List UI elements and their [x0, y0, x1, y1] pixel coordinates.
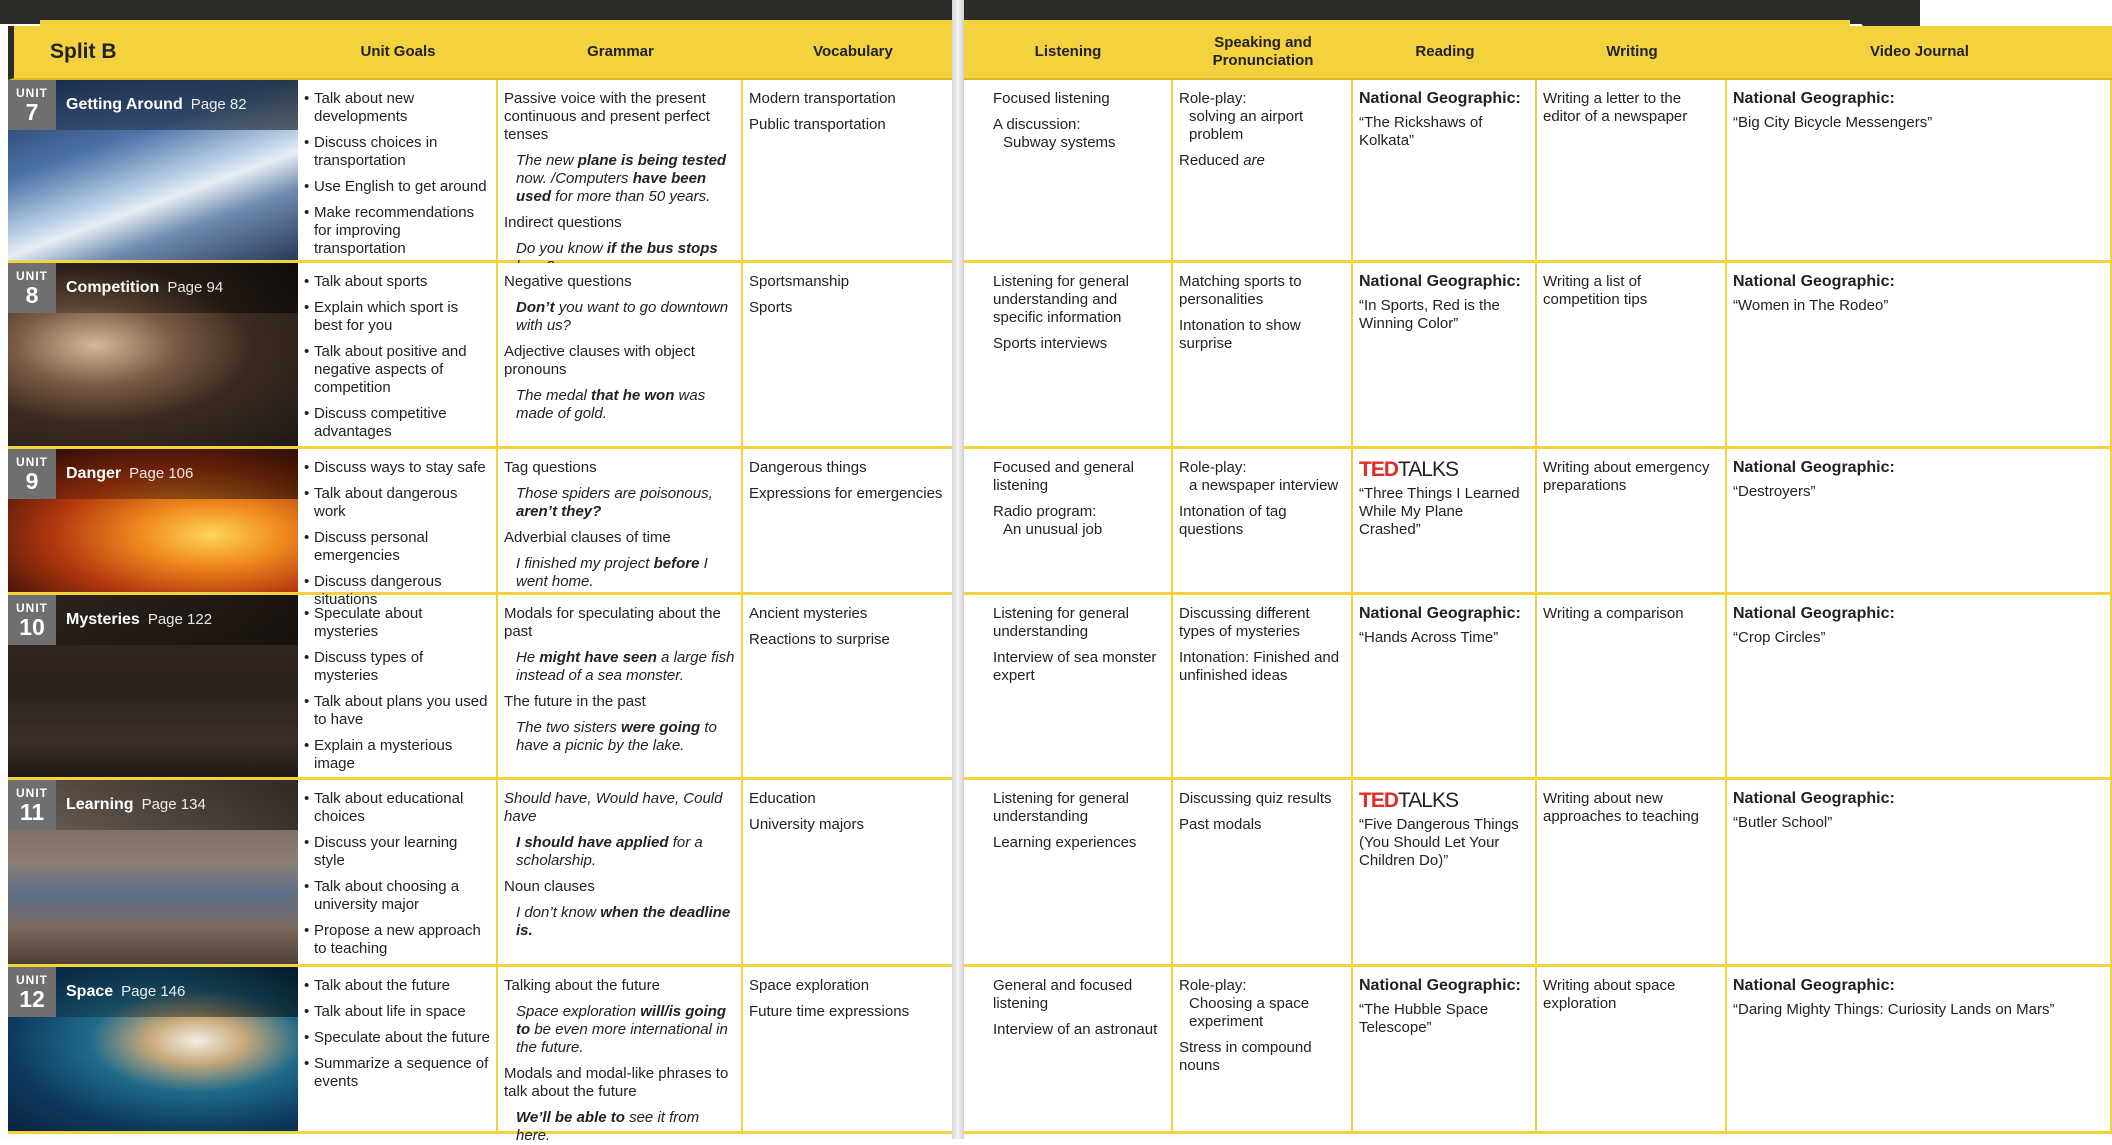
goal-item: • Discuss types of mysteries — [304, 649, 490, 685]
vocabulary-cell — [743, 967, 963, 1134]
example-emphasis: that he won — [591, 387, 675, 404]
video-source: National Geographic: — [1733, 977, 1895, 994]
goal-item: • Talk about plans you used to have — [304, 693, 490, 729]
speaking-item — [1179, 108, 1345, 144]
reading-title: “The Hubble Space Telescope” — [1359, 1001, 1489, 1036]
unit-number-badge — [8, 967, 56, 1017]
example-text: I finished my project — [516, 555, 654, 572]
video-journal-cell — [1727, 967, 2112, 1134]
unit-goals-cell — [298, 967, 498, 1134]
unit-number: 12 — [19, 985, 45, 1012]
vocabulary-item: University majors — [749, 816, 865, 833]
unit-10-banner[interactable] — [8, 595, 298, 780]
goal-item: • Use English to get around — [304, 178, 490, 196]
col-listening: Listening — [963, 26, 1173, 80]
example-text: a large fish instead of a sea monster. — [516, 649, 735, 684]
unit-title: Danger — [66, 465, 122, 482]
listening-item: Interview of sea monster expert — [993, 649, 1157, 684]
vocabulary-cell — [743, 449, 963, 595]
grammar-cell — [498, 263, 743, 449]
goal-item: • Discuss personal emergencies — [304, 529, 490, 565]
ted-talks-logo — [1359, 790, 1529, 812]
grammar-point: Should have, Would have, Could have — [504, 790, 723, 825]
col-reading: Reading — [1353, 26, 1537, 80]
vocabulary-cell — [743, 80, 963, 263]
listening-item: Focused and general listening — [993, 459, 1134, 494]
reading-source: National Geographic: — [1359, 90, 1521, 107]
speaking-item — [1179, 1039, 1345, 1075]
example-text: I don’t know — [516, 904, 601, 921]
goal-item: • Make recommendations for improving transportation — [304, 204, 490, 258]
talks-wordmark: TALKS — [1398, 458, 1458, 481]
speaking-text: Matching sports to personalities — [1179, 273, 1302, 308]
goal-item: • Explain which sport is best for you — [304, 299, 490, 335]
writing-task: Writing about new approaches to teaching — [1543, 790, 1699, 825]
speaking-item — [1179, 605, 1345, 641]
goal-item: • Talk about new developments — [304, 90, 490, 126]
grammar-point: Adverbial clauses of time — [504, 529, 671, 546]
speaking-text: Past modals — [1179, 816, 1262, 833]
listening-item: Listening for general understanding and specific information — [993, 273, 1129, 326]
unit-page-ref: Page 106 — [129, 465, 194, 482]
vocabulary-cell — [743, 780, 963, 967]
speaking-text: solving an airport problem — [1189, 108, 1304, 143]
reading-cell — [1353, 449, 1537, 595]
speaking-text: Discussing quiz results — [1179, 790, 1332, 807]
goals-list — [304, 605, 490, 773]
goals-list — [304, 459, 490, 609]
writing-task: Writing a list of competition tips — [1543, 273, 1648, 308]
writing-task: Writing a comparison — [1543, 605, 1684, 622]
example-text: Space exploration — [516, 1003, 641, 1020]
video-title: “Women in The Rodeo” — [1733, 297, 1889, 314]
speaking-item — [1179, 90, 1345, 108]
reading-title: “The Rickshaws of Kolkata” — [1359, 114, 1483, 149]
video-journal-cell — [1727, 263, 2112, 449]
video-source: National Geographic: — [1733, 605, 1895, 622]
example-emphasis: plane is being tested — [577, 152, 727, 169]
unit-page-ref: Page 94 — [167, 279, 224, 296]
grammar-cell — [498, 80, 743, 263]
grammar-example — [504, 904, 735, 940]
speaking-text: Role-play: — [1179, 977, 1247, 994]
example-emphasis: before — [653, 555, 700, 572]
unit-word: UNIT — [16, 785, 48, 800]
goal-item: • Talk about choosing a university major — [304, 878, 490, 914]
listening-item: Listening for general understanding — [993, 605, 1129, 640]
vocabulary-item: Education — [749, 790, 816, 807]
example-text: Do you know — [516, 240, 607, 257]
video-source: National Geographic: — [1733, 790, 1895, 807]
grammar-example — [504, 1109, 735, 1145]
unit-7-banner[interactable] — [8, 80, 298, 263]
listening-item: Learning experiences — [993, 834, 1137, 851]
goals-list — [304, 790, 490, 958]
writing-task: Writing about emergency preparations — [1543, 459, 1710, 494]
listening-cell — [963, 449, 1173, 595]
unit-number-badge — [8, 263, 56, 313]
writing-cell — [1537, 595, 1727, 780]
example-emphasis: aren’t they? — [516, 503, 602, 520]
goals-list — [304, 90, 490, 258]
example-emphasis: I should have applied — [516, 834, 669, 851]
grammar-cell — [498, 449, 743, 595]
speaking-cell — [1173, 263, 1353, 449]
writing-task: Writing about space exploration — [1543, 977, 1676, 1012]
vocabulary-item: Ancient mysteries — [749, 605, 868, 622]
example-emphasis: if the bus stops — [606, 240, 718, 257]
goal-item: • Propose a new approach to teaching — [304, 922, 490, 958]
unit-title-bar — [8, 80, 298, 130]
reading-cell — [1353, 780, 1537, 967]
goal-item: • Discuss competitive advantages — [304, 405, 490, 441]
col-video-journal: Video Journal — [1727, 26, 2112, 80]
example-emphasis: We’ll be able to — [516, 1109, 625, 1126]
reading-cell — [1353, 80, 1537, 263]
speaking-item — [1179, 816, 1345, 834]
example-text: The two sisters — [516, 719, 622, 736]
unit-goals-cell — [298, 449, 498, 608]
vocabulary-item: Public transportation — [749, 116, 886, 133]
listening-cell — [963, 263, 1173, 449]
grammar-cell — [498, 780, 743, 967]
reading-source: National Geographic: — [1359, 605, 1521, 622]
writing-cell — [1537, 967, 1727, 1134]
vocabulary-item: Dangerous things — [749, 459, 867, 476]
writing-task: Writing a letter to the editor of a newspaper — [1543, 90, 1688, 125]
grammar-point: Modals and modal-like phrases to talk about the future — [504, 1065, 729, 1100]
example-emphasis: were going — [621, 719, 701, 736]
unit-title: Space — [66, 983, 114, 1000]
grammar-example — [504, 299, 735, 335]
example-emphasis: might have seen — [539, 649, 657, 666]
unit-word: UNIT — [16, 600, 48, 615]
unit-goals-cell — [298, 780, 498, 967]
speaking-italic: are — [1243, 152, 1265, 169]
goal-item: • Talk about life in space — [304, 1003, 490, 1021]
listening-item: Sports interviews — [993, 335, 1108, 352]
goal-item: • Talk about dangerous work — [304, 485, 490, 521]
listening-cell — [963, 780, 1173, 967]
col-speaking: Speaking and Pronunciation — [1173, 26, 1353, 80]
unit-number-badge — [8, 595, 56, 645]
speaking-cell — [1173, 595, 1353, 780]
speaking-text: Reduced — [1179, 152, 1244, 169]
example-text: The medal — [516, 387, 592, 404]
unit-title: Mysteries — [66, 611, 140, 628]
unit-number: 11 — [19, 798, 45, 825]
grammar-example — [504, 834, 735, 870]
unit-title-bar — [8, 780, 298, 830]
example-text: I went home. — [516, 555, 708, 590]
example-text: He — [516, 649, 540, 666]
goal-item: • Discuss ways to stay safe — [304, 459, 490, 477]
listening-item: A discussion: — [993, 116, 1081, 133]
speaking-item — [1179, 477, 1345, 495]
reading-source: National Geographic: — [1359, 977, 1521, 994]
goal-item: • Talk about educational choices — [304, 790, 490, 826]
reading-title: “Hands Across Time” — [1359, 629, 1499, 646]
writing-cell — [1537, 263, 1727, 449]
unit-number: 8 — [25, 281, 39, 308]
goal-item: • Speculate about the future — [304, 1029, 490, 1047]
speaking-item — [1179, 649, 1345, 685]
goal-item: • Explain a mysterious image — [304, 737, 490, 773]
listening-item: Focused listening — [993, 90, 1110, 107]
vocabulary-item: Sports — [749, 299, 793, 316]
grammar-point: Negative questions — [504, 273, 632, 290]
unit-number-badge — [8, 780, 56, 830]
unit-page-ref: Page 82 — [190, 96, 247, 113]
reading-title: “Three Things I Learned While My Plane Crashed” — [1359, 485, 1520, 538]
listening-item: General and focused listening — [993, 977, 1133, 1012]
unit-9-banner[interactable] — [8, 449, 298, 595]
example-text: see it from here. — [516, 1109, 700, 1144]
reading-cell — [1353, 595, 1537, 780]
video-title: “Destroyers” — [1733, 483, 1816, 500]
ted-talks-logo — [1359, 459, 1529, 481]
listening-item: Subway systems — [1003, 134, 1116, 151]
grammar-point: Adjective clauses with object pronouns — [504, 343, 695, 378]
grammar-point: The future in the past — [504, 693, 646, 710]
grammar-point: Indirect questions — [504, 214, 622, 231]
reading-title: “Five Dangerous Things (You Should Let Your Children Do)” — [1359, 816, 1519, 869]
example-emphasis: will/is going to — [516, 1003, 727, 1038]
ted-wordmark: TED — [1359, 458, 1398, 481]
video-title: “Big City Bicycle Messengers” — [1733, 114, 1933, 131]
speaking-cell — [1173, 449, 1353, 595]
unit-number: 9 — [25, 467, 39, 494]
speaking-item — [1179, 995, 1345, 1031]
vocabulary-item: Future time expressions — [749, 1003, 910, 1020]
example-emphasis: have been used — [516, 170, 707, 205]
col-vocabulary: Vocabulary — [743, 26, 963, 80]
vocabulary-cell — [743, 595, 963, 780]
speaking-text: Discussing different types of mysteries — [1179, 605, 1310, 640]
grammar-point: Tag questions — [504, 459, 597, 476]
grammar-example — [504, 649, 735, 685]
grammar-example — [504, 152, 735, 206]
speaking-cell — [1173, 80, 1353, 263]
video-journal-cell — [1727, 80, 2112, 263]
video-title: “Daring Mighty Things: Curiosity Lands on Mars” — [1733, 1001, 2055, 1018]
video-title: “Butler School” — [1733, 814, 1833, 831]
speaking-item — [1179, 790, 1345, 808]
goal-item: • Speculate about mysteries — [304, 605, 490, 641]
video-source: National Geographic: — [1733, 459, 1895, 476]
example-text: you want to go downtown with us? — [516, 299, 729, 334]
speaking-text: Choosing a space experiment — [1189, 995, 1310, 1030]
unit-goals-cell — [298, 595, 498, 780]
unit-title-bar — [8, 595, 298, 645]
goals-list — [304, 977, 490, 1091]
unit-number-badge — [8, 449, 56, 499]
unit-goals-cell — [298, 263, 498, 449]
col-unit-goals: Unit Goals — [298, 26, 498, 80]
listening-item: An unusual job — [1003, 521, 1103, 538]
unit-number: 10 — [19, 613, 45, 640]
unit-word: UNIT — [16, 454, 48, 469]
example-text: be even more international in the future. — [516, 1021, 728, 1056]
unit-11-banner[interactable] — [8, 780, 298, 967]
unit-word: UNIT — [16, 268, 48, 283]
talks-wordmark: TALKS — [1398, 789, 1458, 812]
unit-title-bar — [8, 967, 298, 1017]
unit-number: 7 — [25, 98, 39, 125]
unit-page-ref: Page 122 — [147, 611, 213, 628]
col-writing: Writing — [1537, 26, 1727, 80]
speaking-text: Role-play: — [1179, 90, 1247, 107]
video-title: “Crop Circles” — [1733, 629, 1826, 646]
reading-cell — [1353, 967, 1537, 1134]
book-spine — [952, 0, 964, 1139]
unit-page-ref: Page 134 — [141, 796, 206, 813]
split-heading: Split B — [8, 26, 298, 80]
example-text: to have a picnic by the lake. — [516, 719, 717, 754]
speaking-text: Intonation of tag questions — [1179, 503, 1287, 538]
writing-cell — [1537, 780, 1727, 967]
speaking-item — [1179, 273, 1345, 309]
unit-number-badge — [8, 80, 56, 130]
listening-cell — [963, 80, 1173, 263]
vocabulary-item: Sportsmanship — [749, 273, 850, 290]
speaking-text: Intonation: Finished and unfinished ideas — [1179, 649, 1340, 684]
grammar-example — [504, 555, 735, 591]
grammar-point: Talking about the future — [504, 977, 660, 994]
example-text: now. /Computers — [516, 170, 633, 187]
goals-list — [304, 273, 490, 441]
col-grammar: Grammar — [498, 26, 743, 80]
vocabulary-cell — [743, 263, 963, 449]
listening-cell — [963, 967, 1173, 1134]
unit-word: UNIT — [16, 85, 48, 100]
speaking-item — [1179, 503, 1345, 539]
goal-item: • Talk about sports — [304, 273, 490, 291]
reading-title: “In Sports, Red is the Winning Color” — [1359, 297, 1500, 332]
grammar-point: Passive voice with the present continuous and present perfect tenses — [504, 90, 710, 143]
goal-item: • Discuss choices in transportation — [304, 134, 490, 170]
unit-12-banner[interactable] — [8, 967, 298, 1134]
vocabulary-item: Reactions to surprise — [749, 631, 890, 648]
grammar-example — [504, 719, 735, 755]
goal-item: • Talk about positive and negative aspects of competition — [304, 343, 490, 397]
video-journal-cell — [1727, 449, 2112, 595]
listening-item: Listening for general understanding — [993, 790, 1129, 825]
vocabulary-item: Expressions for emergencies — [749, 485, 943, 502]
vocabulary-item: Space exploration — [749, 977, 870, 994]
unit-8-banner[interactable] — [8, 263, 298, 449]
video-source: National Geographic: — [1733, 90, 1895, 107]
vocabulary-item: Modern transportation — [749, 90, 896, 107]
unit-goals-cell — [298, 80, 498, 263]
speaking-cell — [1173, 780, 1353, 967]
example-text: for a scholarship. — [516, 834, 703, 869]
listening-item: Interview of an astronaut — [993, 1021, 1158, 1038]
unit-title-bar — [8, 449, 298, 499]
unit-title-bar — [8, 263, 298, 313]
reading-cell — [1353, 263, 1537, 449]
grammar-point: Modals for speculating about the past — [504, 605, 721, 640]
example-text: The new — [516, 152, 578, 169]
goal-item: • Discuss your learning style — [304, 834, 490, 870]
grammar-example — [504, 387, 735, 423]
goal-item: • Discuss dangerous situations — [304, 573, 490, 609]
listening-cell — [963, 595, 1173, 780]
example-text: Those spiders are poisonous, — [516, 485, 713, 502]
goal-item: • Summarize a sequence of events — [304, 1055, 490, 1091]
speaking-item — [1179, 317, 1345, 353]
video-journal-cell — [1727, 595, 2112, 780]
speaking-item — [1179, 152, 1345, 170]
speaking-text: Intonation to show surprise — [1179, 317, 1301, 352]
unit-title: Competition — [66, 279, 160, 296]
speaking-text: Stress in compound nouns — [1179, 1039, 1312, 1074]
writing-cell — [1537, 449, 1727, 595]
writing-cell — [1537, 80, 1727, 263]
speaking-item — [1179, 977, 1345, 995]
example-text: for more than 50 years. — [551, 188, 711, 205]
example-text: was made of gold. — [516, 387, 706, 422]
unit-title: Learning — [66, 796, 134, 813]
video-source: National Geographic: — [1733, 273, 1895, 290]
speaking-text: Role-play: — [1179, 459, 1247, 476]
example-emphasis: Don’t — [516, 299, 555, 316]
unit-page-ref: Page 146 — [121, 983, 186, 1000]
grammar-cell — [498, 595, 743, 780]
video-journal-cell — [1727, 780, 2112, 967]
listening-item: Radio program: — [993, 503, 1097, 520]
example-emphasis: when the deadline is. — [516, 904, 731, 939]
grammar-cell — [498, 967, 743, 1144]
grammar-point: Noun clauses — [504, 878, 595, 895]
ted-wordmark: TED — [1359, 789, 1398, 812]
grammar-example — [504, 1003, 735, 1057]
unit-title: Getting Around — [66, 96, 183, 113]
speaking-text: a newspaper interview — [1189, 477, 1339, 494]
speaking-cell — [1173, 967, 1353, 1134]
unit-word: UNIT — [16, 972, 48, 987]
speaking-item — [1179, 459, 1345, 477]
reading-source: National Geographic: — [1359, 273, 1521, 290]
goal-item: • Talk about the future — [304, 977, 490, 995]
grammar-example — [504, 485, 735, 521]
